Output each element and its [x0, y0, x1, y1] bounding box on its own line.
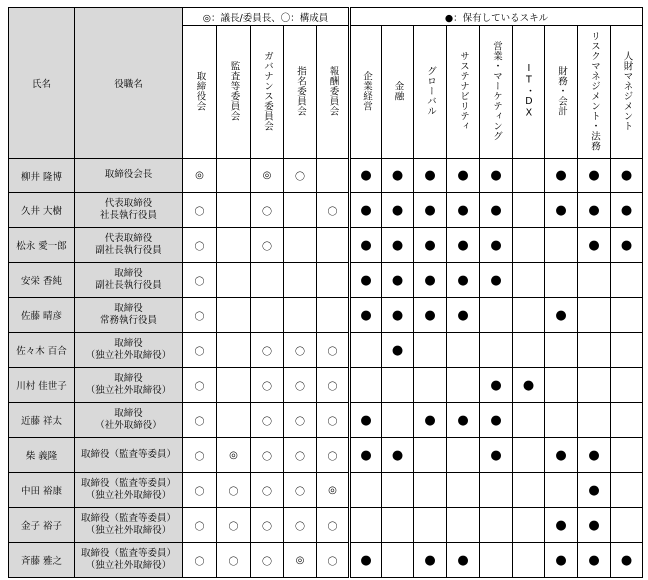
- committee-mark: [284, 263, 317, 298]
- table-row: [9, 508, 643, 543]
- skill-header-label: IT・DX: [523, 62, 535, 119]
- skill-matrix: [8, 7, 643, 578]
- committee-mark: 〇: [251, 508, 284, 543]
- skill-mark: ●: [350, 543, 382, 578]
- skill-mark: [447, 508, 480, 543]
- member-title-line: （独立社外取締役）: [85, 350, 172, 361]
- skill-mark: [447, 438, 480, 473]
- committee-mark: ◎: [183, 159, 217, 193]
- committee-header-label: 報酬委員会: [327, 65, 339, 116]
- committee-header: [217, 26, 251, 159]
- skill-mark: [447, 368, 480, 403]
- committee-mark: [217, 333, 251, 368]
- member-title: [75, 228, 183, 263]
- skill-mark: [545, 368, 578, 403]
- skill-mark: ●: [382, 263, 414, 298]
- skill-mark: [611, 368, 643, 403]
- skill-mark: [382, 403, 414, 438]
- table-row: [9, 228, 643, 263]
- skill-mark: [414, 333, 447, 368]
- skill-header: [578, 26, 611, 159]
- committee-mark: 〇: [317, 368, 350, 403]
- member-title-line: （独立社外取締役）: [85, 385, 172, 396]
- skill-mark: [611, 333, 643, 368]
- member-title-line: 副社長執行役員: [95, 280, 162, 291]
- skill-header-label: 企業経営: [360, 70, 372, 111]
- skill-mark: [480, 333, 513, 368]
- skill-mark: [513, 193, 545, 228]
- member-title: [75, 159, 183, 193]
- member-title-line: 取締役: [114, 267, 143, 279]
- skill-mark: ●: [350, 263, 382, 298]
- skill-header-label: グローバル: [424, 65, 436, 116]
- skill-header-label: 人財マネジメント: [621, 50, 633, 131]
- skill-mark: [414, 368, 447, 403]
- table-row: [9, 159, 643, 193]
- committee-mark: 〇: [183, 543, 217, 578]
- committee-mark: 〇: [217, 508, 251, 543]
- committee-mark: 〇: [284, 403, 317, 438]
- name-header: 氏名: [9, 8, 75, 159]
- committee-mark: [217, 228, 251, 263]
- skill-header-label: サステナビリティ: [457, 50, 469, 131]
- member-title-line: （独立社外取締役）: [85, 490, 172, 501]
- skill-mark: ●: [480, 193, 513, 228]
- skill-mark: ●: [611, 193, 643, 228]
- skill-mark: [513, 298, 545, 333]
- table-row: [9, 543, 643, 578]
- committee-mark: [284, 228, 317, 263]
- skill-mark: ●: [350, 159, 382, 193]
- member-name: 中田 裕康: [9, 473, 75, 508]
- member-title: [75, 368, 183, 403]
- committee-mark: [284, 193, 317, 228]
- committee-header: [183, 26, 217, 159]
- skill-mark: ●: [480, 159, 513, 193]
- skill-header-label: 営業・マーケティング: [490, 40, 502, 141]
- member-title: [75, 438, 183, 473]
- committee-header: [284, 26, 317, 159]
- skill-mark: [578, 298, 611, 333]
- skill-mark: [513, 228, 545, 263]
- committee-mark: 〇: [183, 368, 217, 403]
- skill-mark: [513, 438, 545, 473]
- committee-mark: 〇: [317, 438, 350, 473]
- member-title-line: 取締役（監査等委員）: [80, 512, 176, 524]
- table-row: [9, 263, 643, 298]
- skill-mark: [480, 508, 513, 543]
- committee-mark: 〇: [284, 473, 317, 508]
- member-name: 金子 裕子: [9, 508, 75, 543]
- committee-mark: [251, 298, 284, 333]
- skill-mark: ●: [545, 543, 578, 578]
- committee-legend: ◎：議長/委員長、〇：構成員: [183, 8, 350, 26]
- committee-mark: 〇: [284, 508, 317, 543]
- skill-mark: ●: [414, 193, 447, 228]
- committee-mark: 〇: [183, 298, 217, 333]
- skill-mark: [414, 438, 447, 473]
- member-title-line: 取締役: [114, 372, 143, 384]
- member-title-line: 代表取締役: [104, 197, 153, 209]
- committee-header-label: 取締役会: [194, 70, 206, 111]
- skill-mark: ●: [447, 543, 480, 578]
- member-title: [75, 403, 183, 438]
- skill-mark: ●: [350, 193, 382, 228]
- table-row: [9, 333, 643, 368]
- skill-mark: ●: [414, 298, 447, 333]
- skill-mark: ●: [611, 228, 643, 263]
- skill-mark: [578, 263, 611, 298]
- committee-mark: 〇: [183, 333, 217, 368]
- skill-mark: [350, 508, 382, 543]
- skill-mark: [513, 333, 545, 368]
- skill-mark: [414, 508, 447, 543]
- skill-mark: [545, 333, 578, 368]
- skill-header: [350, 26, 382, 159]
- skill-mark: [545, 263, 578, 298]
- committee-mark: 〇: [284, 333, 317, 368]
- skill-header-label: 財務・会計: [555, 65, 567, 116]
- table-row: [9, 473, 643, 508]
- skill-mark: ●: [414, 403, 447, 438]
- table-row: [9, 403, 643, 438]
- skill-header-label: 金融: [392, 80, 404, 101]
- committee-mark: [284, 298, 317, 333]
- committee-mark: [217, 403, 251, 438]
- table-row: [9, 368, 643, 403]
- committee-header: [317, 26, 350, 159]
- member-title-line: 取締役: [114, 302, 143, 314]
- skill-mark: [382, 473, 414, 508]
- member-title: [75, 298, 183, 333]
- skill-mark: ●: [545, 193, 578, 228]
- committee-mark: [217, 263, 251, 298]
- committee-header-label: 監査等委員会: [228, 60, 240, 121]
- committee-mark: 〇: [183, 263, 217, 298]
- skill-mark: ●: [350, 228, 382, 263]
- skill-mark: [611, 473, 643, 508]
- committee-header-label: ガバナンス委員会: [261, 50, 273, 131]
- member-name: 柴 義隆: [9, 438, 75, 473]
- skill-header-label: リスクマネジメント・法務: [588, 30, 600, 151]
- committee-mark: 〇: [284, 368, 317, 403]
- member-name: 佐藤 晴彦: [9, 298, 75, 333]
- committee-mark: 〇: [251, 543, 284, 578]
- skill-mark: ●: [545, 438, 578, 473]
- committee-mark: 〇: [317, 403, 350, 438]
- skill-legend: ●：保有しているスキル: [350, 8, 643, 26]
- committee-mark: 〇: [183, 403, 217, 438]
- skill-header: [611, 26, 643, 159]
- committee-mark: [317, 159, 350, 193]
- skill-mark: [611, 508, 643, 543]
- skill-mark: ●: [350, 438, 382, 473]
- committee-mark: 〇: [284, 159, 317, 193]
- committee-mark: 〇: [317, 543, 350, 578]
- committee-mark: 〇: [317, 508, 350, 543]
- skill-mark: [545, 228, 578, 263]
- skill-mark: [611, 403, 643, 438]
- skill-mark: ●: [578, 473, 611, 508]
- skill-mark: ●: [350, 298, 382, 333]
- skill-mark: [382, 543, 414, 578]
- committee-mark: 〇: [284, 438, 317, 473]
- table-row: [9, 193, 643, 228]
- committee-mark: ◎: [251, 159, 284, 193]
- skill-mark: [578, 403, 611, 438]
- member-title-line: （独立社外取締役）: [85, 560, 172, 571]
- skill-mark: [513, 403, 545, 438]
- skill-mark: ●: [447, 298, 480, 333]
- table-row: [9, 298, 643, 333]
- skill-mark: ●: [382, 298, 414, 333]
- committee-mark: 〇: [183, 228, 217, 263]
- skill-mark: ●: [611, 543, 643, 578]
- committee-mark: 〇: [183, 473, 217, 508]
- member-title-line: 常務執行役員: [99, 315, 157, 326]
- member-title: [75, 473, 183, 508]
- title-header: 役職名: [75, 8, 183, 159]
- table-row: [9, 438, 643, 473]
- committee-mark: ◎: [317, 473, 350, 508]
- member-title-line: 取締役（監査等委員）: [80, 477, 176, 489]
- skill-mark: ●: [447, 228, 480, 263]
- skill-mark: ●: [578, 228, 611, 263]
- skill-mark: ●: [480, 228, 513, 263]
- skill-mark: ●: [545, 508, 578, 543]
- skill-mark: ●: [480, 368, 513, 403]
- committee-mark: [317, 263, 350, 298]
- skill-mark: [350, 368, 382, 403]
- skill-mark: [382, 368, 414, 403]
- member-title: [75, 333, 183, 368]
- member-title-line: 社長執行役員: [99, 210, 157, 221]
- skill-mark: [578, 333, 611, 368]
- skill-mark: ●: [578, 508, 611, 543]
- skill-mark: [382, 508, 414, 543]
- committee-mark: [217, 159, 251, 193]
- skill-mark: ●: [578, 438, 611, 473]
- member-title: [75, 543, 183, 578]
- skill-mark: ●: [447, 263, 480, 298]
- skill-mark: ●: [480, 263, 513, 298]
- member-name: 佐々木 百合: [9, 333, 75, 368]
- committee-mark: [217, 193, 251, 228]
- skill-mark: ●: [447, 193, 480, 228]
- skill-mark: ●: [414, 228, 447, 263]
- skill-mark: ●: [382, 159, 414, 193]
- member-name: 久井 大樹: [9, 193, 75, 228]
- skill-mark: [578, 368, 611, 403]
- skill-header: [545, 26, 578, 159]
- committee-mark: 〇: [217, 543, 251, 578]
- skill-mark: [545, 473, 578, 508]
- skill-mark: ●: [382, 333, 414, 368]
- skill-header: [382, 26, 414, 159]
- skill-mark: ●: [611, 159, 643, 193]
- member-title-line: 取締役（監査等委員）: [80, 448, 176, 460]
- committee-mark: 〇: [183, 508, 217, 543]
- skill-mark: [350, 473, 382, 508]
- skill-mark: [480, 543, 513, 578]
- member-name: 川村 佳世子: [9, 368, 75, 403]
- skill-mark: [480, 473, 513, 508]
- skill-mark: ●: [578, 543, 611, 578]
- member-title-line: 取締役（監査等委員）: [80, 547, 176, 559]
- committee-mark: 〇: [217, 473, 251, 508]
- committee-mark: ◎: [284, 543, 317, 578]
- member-name: 柳井 隆博: [9, 159, 75, 193]
- committee-mark: 〇: [251, 193, 284, 228]
- skill-mark: [611, 298, 643, 333]
- skill-mark: ●: [545, 298, 578, 333]
- skill-mark: ●: [480, 438, 513, 473]
- skill-header: [513, 26, 545, 159]
- skill-mark: [513, 543, 545, 578]
- member-title-line: 取締役: [114, 337, 143, 349]
- skill-mark: ●: [382, 228, 414, 263]
- skill-mark: [611, 438, 643, 473]
- skill-mark: ●: [382, 193, 414, 228]
- skill-header: [414, 26, 447, 159]
- committee-mark: 〇: [251, 333, 284, 368]
- member-title-line: 取締役会長: [104, 169, 153, 181]
- skill-matrix-table: [8, 7, 643, 578]
- member-title: [75, 263, 183, 298]
- committee-header-label: 指名委員会: [294, 65, 306, 116]
- skill-mark: [611, 263, 643, 298]
- skill-mark: ●: [414, 159, 447, 193]
- skill-mark: ●: [480, 403, 513, 438]
- skill-mark: ●: [447, 403, 480, 438]
- skill-mark: ●: [350, 403, 382, 438]
- committee-mark: [317, 298, 350, 333]
- member-name: 斉藤 雅之: [9, 543, 75, 578]
- committee-mark: [217, 298, 251, 333]
- skill-mark: [350, 333, 382, 368]
- skill-mark: [513, 473, 545, 508]
- skill-mark: ●: [545, 159, 578, 193]
- skill-header: [480, 26, 513, 159]
- member-name: 松永 愛一郎: [9, 228, 75, 263]
- skill-mark: [414, 473, 447, 508]
- skill-mark: ●: [578, 159, 611, 193]
- committee-mark: 〇: [251, 438, 284, 473]
- skill-header: [447, 26, 480, 159]
- skill-mark: ●: [578, 193, 611, 228]
- committee-mark: 〇: [251, 473, 284, 508]
- member-name: 安栄 香純: [9, 263, 75, 298]
- skill-mark: [513, 263, 545, 298]
- committee-mark: 〇: [251, 368, 284, 403]
- committee-mark: ◎: [217, 438, 251, 473]
- skill-mark: ●: [414, 543, 447, 578]
- skill-mark: ●: [447, 159, 480, 193]
- committee-mark: 〇: [251, 228, 284, 263]
- committee-mark: 〇: [183, 438, 217, 473]
- member-title-line: 取締役: [114, 407, 143, 419]
- member-name: 近藤 祥太: [9, 403, 75, 438]
- skill-mark: [480, 298, 513, 333]
- skill-mark: [545, 403, 578, 438]
- skill-mark: ●: [414, 263, 447, 298]
- committee-mark: [217, 368, 251, 403]
- skill-mark: ●: [382, 438, 414, 473]
- committee-mark: 〇: [251, 403, 284, 438]
- skill-mark: [447, 473, 480, 508]
- skill-mark: [513, 508, 545, 543]
- committee-mark: [317, 228, 350, 263]
- member-title-line: （社外取締役）: [95, 420, 162, 431]
- skill-mark: [447, 333, 480, 368]
- member-title-line: 代表取締役: [104, 232, 153, 244]
- committee-header: [251, 26, 284, 159]
- member-title-line: （独立社外取締役）: [85, 525, 172, 536]
- member-title: [75, 508, 183, 543]
- committee-mark: 〇: [183, 193, 217, 228]
- committee-mark: [251, 263, 284, 298]
- member-title-line: 副社長執行役員: [95, 245, 162, 256]
- committee-mark: 〇: [317, 193, 350, 228]
- skill-mark: [513, 159, 545, 193]
- member-title: [75, 193, 183, 228]
- skill-mark: ●: [513, 368, 545, 403]
- committee-mark: 〇: [317, 333, 350, 368]
